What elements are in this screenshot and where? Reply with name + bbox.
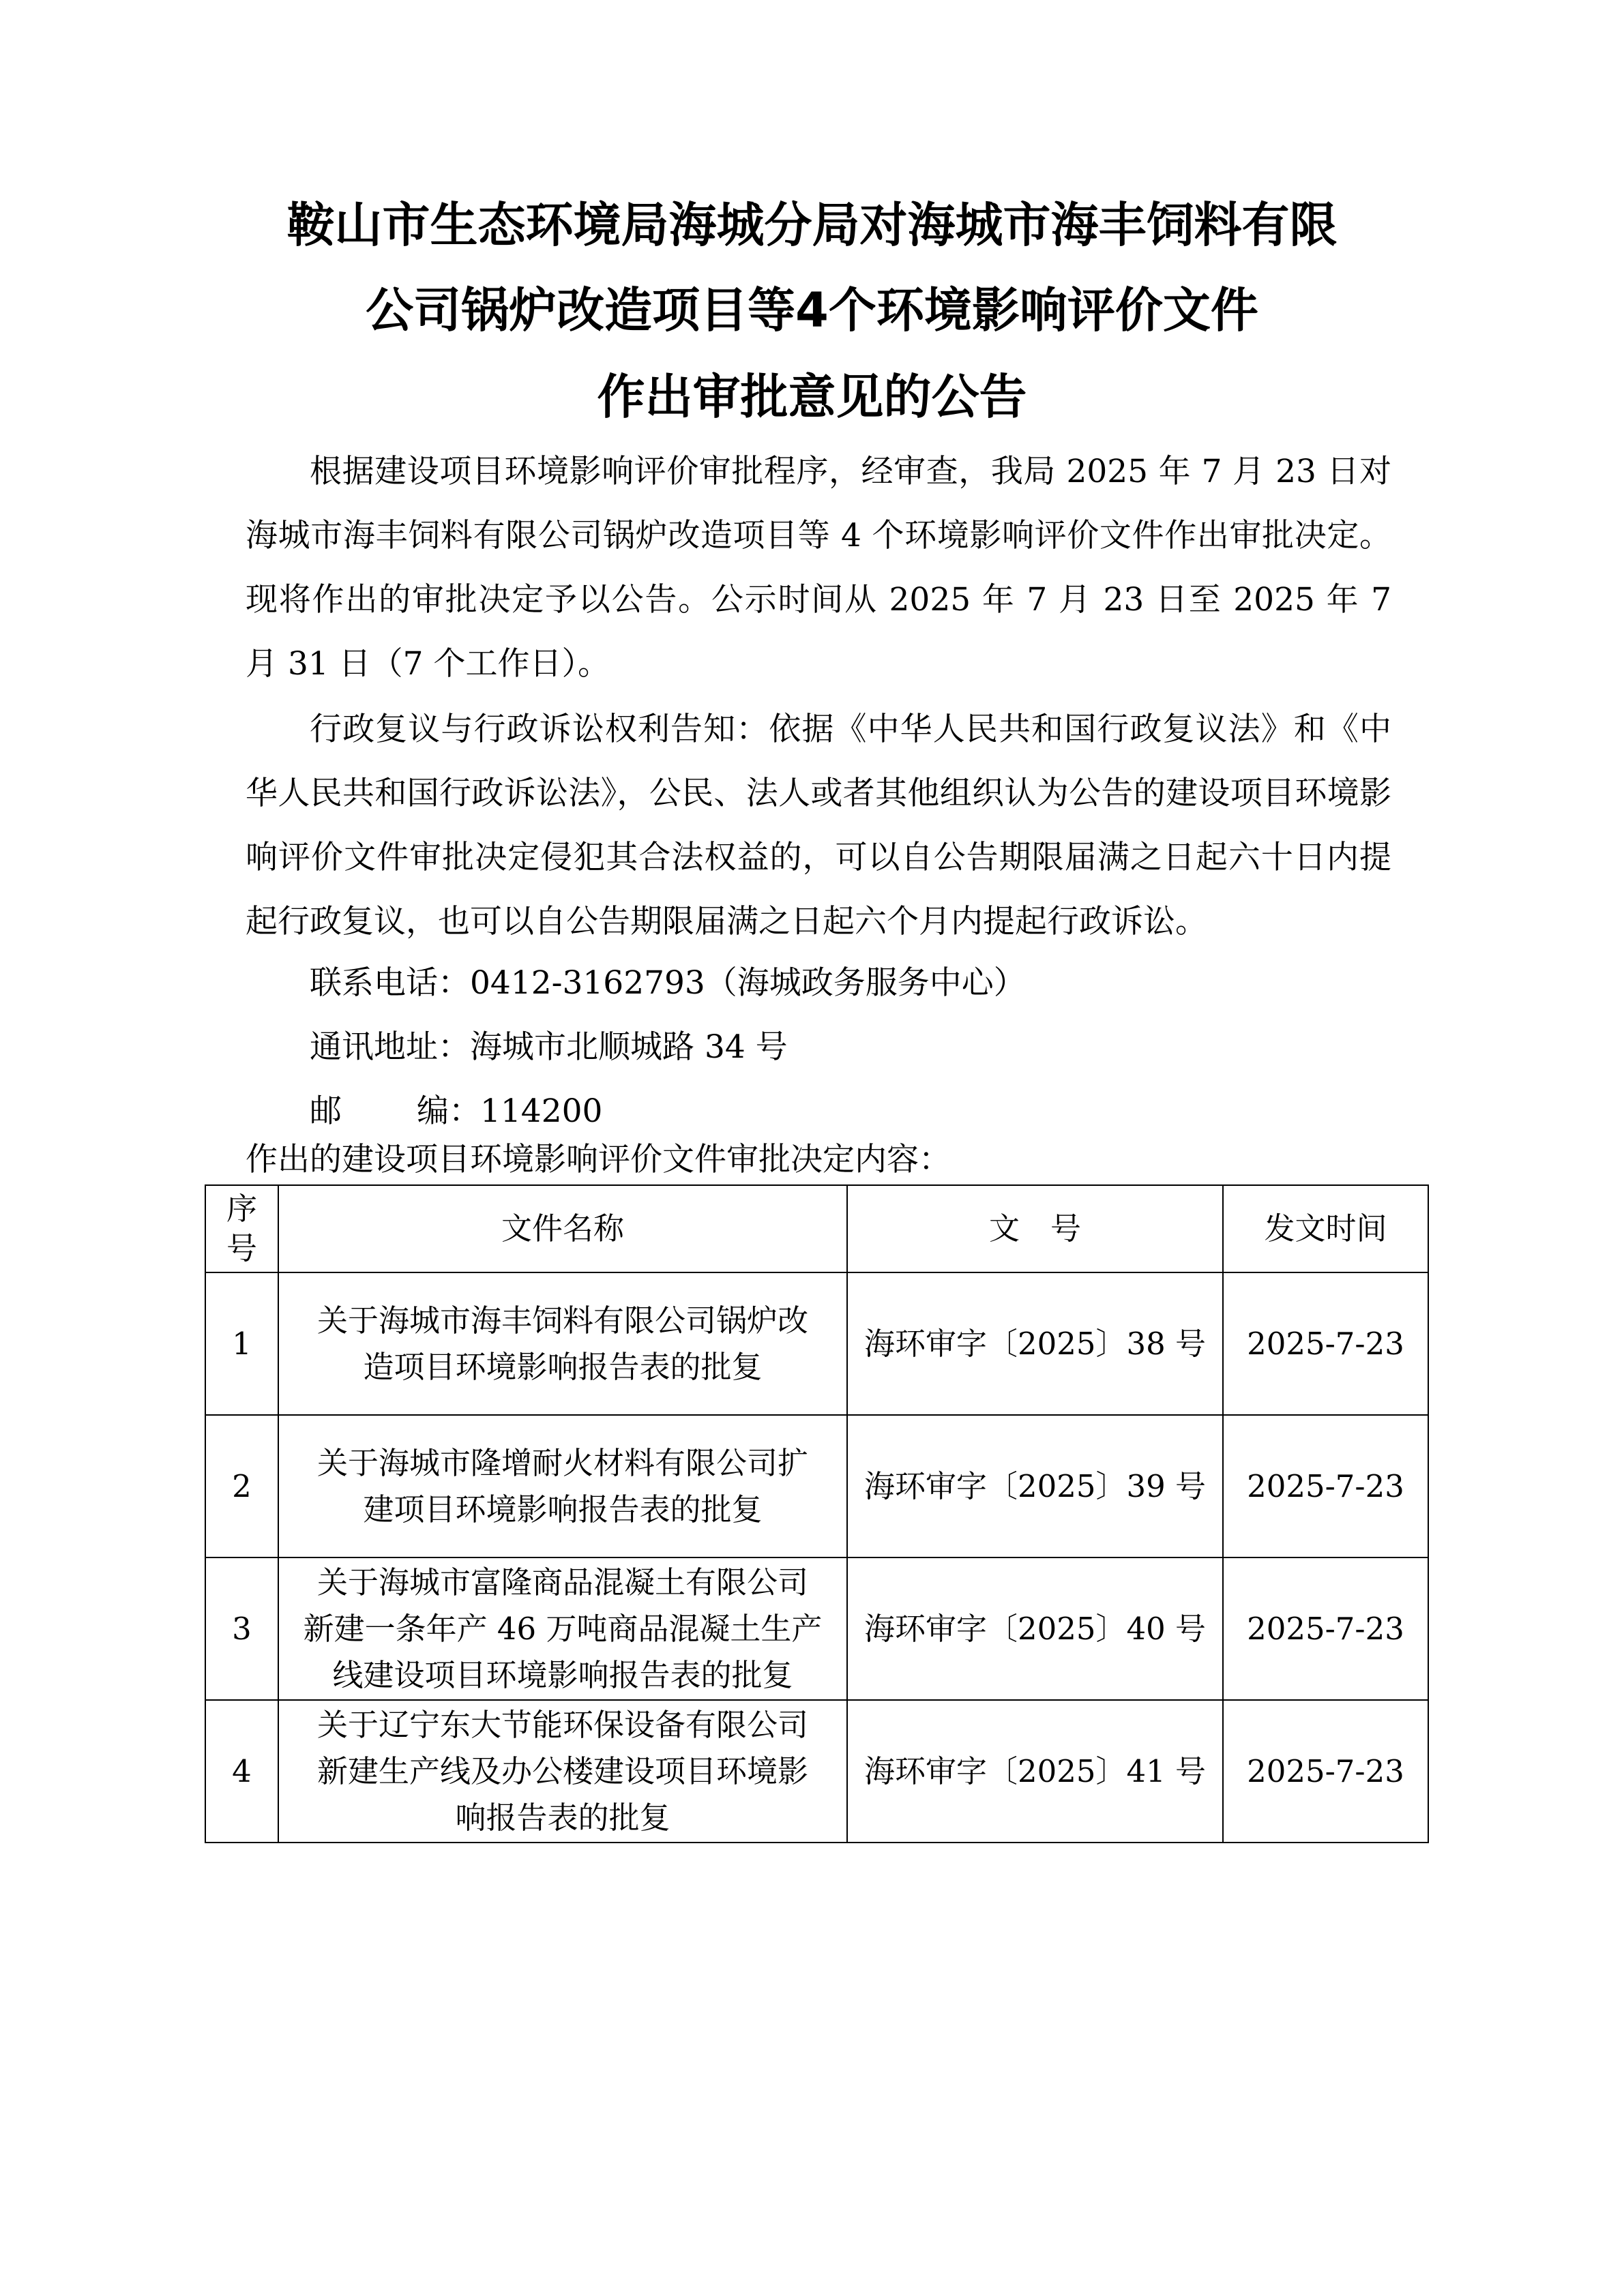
phone-value: 0412-3162793（海城政务服务中心） xyxy=(470,964,1026,1002)
rights-notice-paragraph xyxy=(246,698,1391,954)
row-issue-date: 2025-7-23 xyxy=(1223,1272,1428,1415)
row-file-name-line: 关于海城市海丰饲料有限公司锅炉改 xyxy=(316,1302,808,1339)
row-doc-number: 海环审字〔2025〕39 号 xyxy=(847,1415,1223,1557)
row-file-name xyxy=(278,1272,847,1415)
postal-label-part-1: 邮 xyxy=(310,1092,342,1130)
notice-title-line-2: 公司锅炉改造项目等4个环境影响评价文件 xyxy=(366,282,1258,338)
row-doc-number: 海环审字〔2025〕40 号 xyxy=(847,1557,1223,1700)
postal-label-part-2: 编： xyxy=(417,1092,481,1130)
row-doc-number: 海环审字〔2025〕38 号 xyxy=(847,1272,1223,1415)
table-header-row xyxy=(205,1185,1428,1272)
contact-phone xyxy=(310,951,1026,1015)
row-file-name xyxy=(278,1700,847,1843)
header-issue-date: 发文时间 xyxy=(1223,1185,1428,1272)
row-issue-date: 2025-7-23 xyxy=(1223,1700,1428,1843)
address-value: 海城市北顺城路 34 号 xyxy=(470,1028,788,1066)
row-file-name-line: 线建设项目环境影响报告表的批复 xyxy=(332,1656,793,1693)
header-doc-number: 文 号 xyxy=(847,1185,1223,1272)
header-seq xyxy=(205,1185,278,1272)
row-file-name-line: 建项目环境影响报告表的批复 xyxy=(363,1491,763,1527)
row-seq: 4 xyxy=(205,1700,278,1843)
address-label: 通讯地址： xyxy=(310,1028,470,1066)
row-file-name-line: 关于辽宁东大节能环保设备有限公司 xyxy=(316,1706,808,1743)
approval-paragraph-text: 根据建设项目环境影响评价审批程序，经审查，我局 2025 年 7 月 23 日对海城市海丰饲料有限公司锅炉改造项目等 4 个环境影响评价文件作出审批决定。现将作出的审批决定予以公告。公示时间从 2025 年 7 月 23 日至 2025 年 7 月 31 日（7 个工作日）。 xyxy=(246,453,1391,683)
row-file-name-line: 造项目环境影响报告表的批复 xyxy=(363,1348,763,1385)
table-row xyxy=(205,1415,1428,1557)
table-row xyxy=(205,1272,1428,1415)
notice-title-line-1: 鞍山市生态环境局海城分局对海城市海丰饲料有限 xyxy=(286,197,1338,253)
phone-label: 联系电话： xyxy=(310,964,470,1002)
notice-title-line-3: 作出审批意见的公告 xyxy=(597,369,1027,425)
row-file-name-line: 关于海城市隆增耐火材料有限公司扩 xyxy=(316,1444,808,1481)
row-file-name-line: 响报告表的批复 xyxy=(455,1799,670,1836)
header-seq-char-2: 号 xyxy=(226,1230,257,1266)
row-seq: 2 xyxy=(205,1415,278,1557)
row-issue-date: 2025-7-23 xyxy=(1223,1557,1428,1700)
table-row xyxy=(205,1700,1428,1843)
postal-value: 114200 xyxy=(480,1092,603,1130)
row-seq: 3 xyxy=(205,1557,278,1700)
row-file-name-line: 新建生产线及办公楼建设项目环境影 xyxy=(316,1753,808,1789)
header-file-name: 文件名称 xyxy=(278,1185,847,1272)
table-caption: 作出的建设项目环境影响评价文件审批决定内容： xyxy=(246,1141,951,1178)
row-issue-date: 2025-7-23 xyxy=(1223,1415,1428,1557)
table-row xyxy=(205,1557,1428,1700)
header-seq-char-1: 序 xyxy=(226,1191,257,1227)
row-file-name-line: 关于海城市富隆商品混凝土有限公司 xyxy=(316,1564,808,1600)
row-doc-number: 海环审字〔2025〕41 号 xyxy=(847,1700,1223,1843)
approval-decisions-table xyxy=(205,1184,1429,1843)
row-seq: 1 xyxy=(205,1272,278,1415)
row-file-name-line: 新建一条年产 46 万吨商品混凝土生产 xyxy=(303,1610,823,1647)
rights-notice-text: 行政复议与行政诉讼权利告知：依据《中华人民共和国行政复议法》和《中华人民共和国行政诉讼法》，公民、法人或者其他组织认为公告的建设项目环境影响评价文件审批决定侵犯其合法权益的，可以自公告期限届满之日起六十日内提起行政复议，也可以自公告期限届满之日起六个月内提起行政诉讼。 xyxy=(246,711,1391,940)
contact-address xyxy=(310,1015,788,1079)
approval-paragraph xyxy=(246,440,1391,696)
row-file-name xyxy=(278,1415,847,1557)
row-file-name xyxy=(278,1557,847,1700)
